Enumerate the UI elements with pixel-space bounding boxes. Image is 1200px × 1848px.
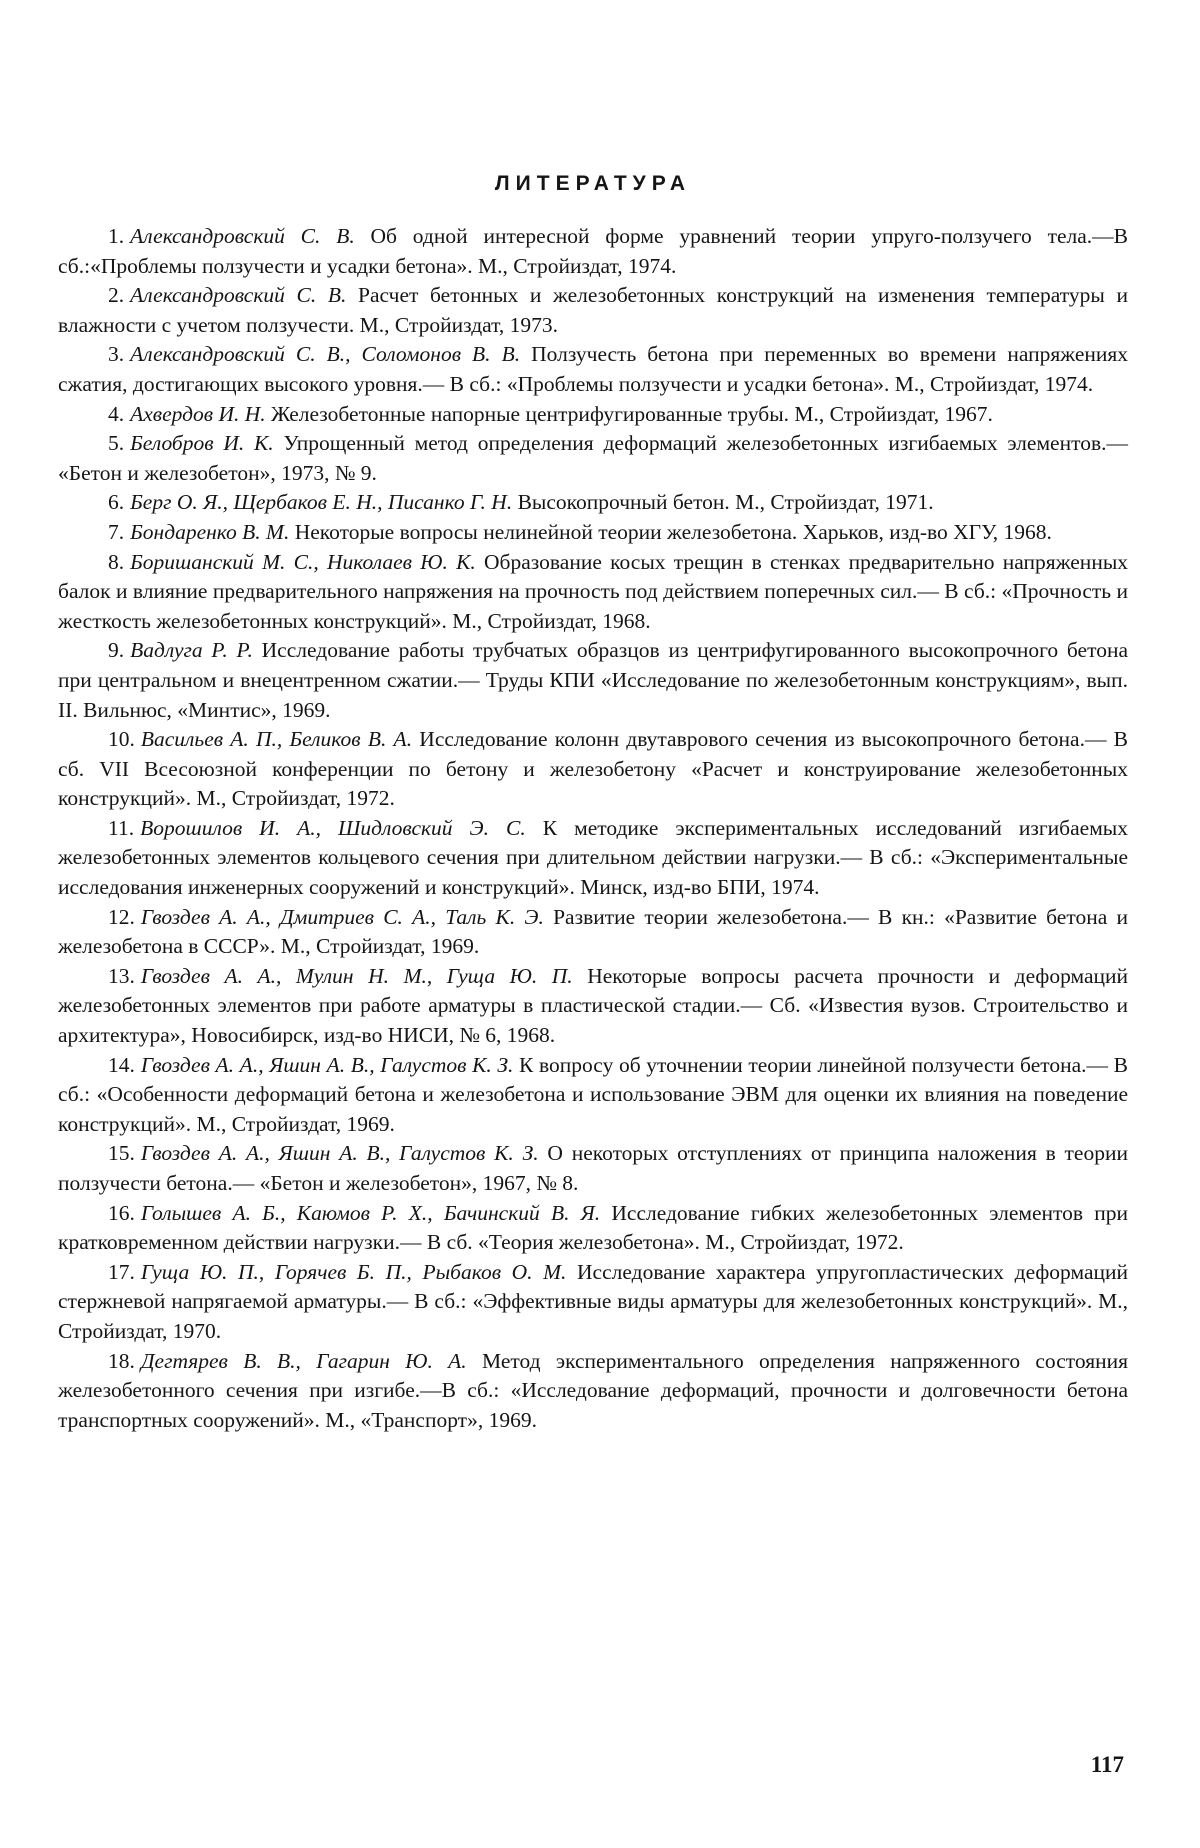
reference-text: Упрощенный метод определения деформаций железобетонных изгибаемых элементов.— «Бетон и железобетон», 1973, № 9.	[58, 431, 1128, 485]
reference-item	[58, 488, 1128, 518]
reference-authors: Александровский С. В.	[130, 224, 355, 248]
reference-number: 12.	[108, 904, 135, 929]
reference-item	[58, 1139, 1128, 1198]
reference-number: 9.	[108, 638, 125, 663]
reference-number: 1.	[108, 224, 125, 248]
reference-item	[58, 1199, 1128, 1258]
reference-text: К методике экспериментальных исследований изгибаемых железобетонных элементов кольцевого сечения при длительном действии нагрузки.— В сб.: «Экспериментальные исследования инженерных сооружений и конструкций». Минск, изд-во БПИ, 1974.	[58, 815, 1129, 900]
reference-number: 4.	[108, 401, 125, 426]
reference-text: Высокопрочный бетон. М., Стройиздат, 1971.	[517, 490, 934, 515]
reference-authors: Ворошилов И. А., Шидловский Э. С.	[140, 815, 526, 840]
reference-item	[58, 548, 1128, 637]
reference-item	[58, 1258, 1128, 1347]
reference-number: 2.	[108, 283, 125, 308]
reference-authors: Гвоздев А. А., Мулин Н. М., Гуща Ю. П.	[140, 963, 573, 988]
reference-text: Развитие теории железобетона.— В кн.: «Развитие бетона и железобетона в СССР». М., Стройиздат, 1969.	[58, 904, 1128, 959]
reference-authors: Вадлуга Р. Р.	[130, 638, 253, 663]
reference-authors: Берг О. Я., Щербаков Е. Н., Писанко Г. Н.	[130, 490, 513, 515]
reference-number: 17.	[108, 1259, 135, 1284]
reference-number: 8.	[108, 549, 125, 574]
reference-authors: Александровский С. В.	[130, 283, 347, 308]
reference-text: Исследование гибких железобетонных элементов при кратковременном действии нагрузки.— В сб. «Теория железобетона». М., Стройиздат, 1972.	[58, 1200, 1129, 1255]
reference-item	[58, 222, 1128, 281]
reference-item	[58, 281, 1128, 340]
reference-item	[58, 814, 1128, 903]
reference-item	[58, 903, 1128, 962]
reference-text: Железобетонные напорные центрифугированные трубы. М., Стройиздат, 1967.	[271, 401, 993, 426]
reference-text: Некоторые вопросы расчета прочности и деформаций железобетонных элементов при работе арматуры в пластической стадии.— Сб. «Известия вузов. Строительство и архитектура», Новосибирск, изд-во НИСИ, № 6, 1968.	[58, 963, 1129, 1048]
reference-text: Исследование колонн двутаврового сечения из высокопрочного бетона.— В сб. VII Всесоюзной конференции по бетону и железобетону «Расчет и конструирование железобетонных конструкций». М., Стройиздат, 1972.	[58, 727, 1129, 811]
reference-item	[58, 962, 1128, 1051]
reference-text: Образование косых трещин в стенках предварительно напряженных балок и влияние предварительного напряжения на прочность под действием поперечных сил.— В сб.: «Прочность и жесткость железобетонных конструкций». М., Стройиздат, 1968.	[58, 549, 1129, 633]
reference-number: 18.	[108, 1348, 135, 1373]
reference-number: 6.	[108, 490, 125, 515]
reference-item	[58, 725, 1128, 814]
page-number: 117	[1090, 1752, 1124, 1777]
reference-authors: Белобров И. К.	[130, 431, 274, 456]
reference-authors: Ахвердов И. Н.	[130, 401, 266, 426]
reference-item	[58, 1347, 1128, 1436]
book-page	[58, 0, 1128, 1848]
reference-text: О некоторых отступлениях от принципа наложения в теории ползучести бетона.— «Бетон и железобетон», 1967, № 8.	[58, 1141, 1128, 1195]
reference-number: 11.	[108, 815, 135, 840]
reference-authors: Гвоздев А. А., Яшин А. В., Галустов К. З.	[140, 1052, 514, 1077]
reference-authors: Голышев А. Б., Каюмов Р. Х., Бачинский В. Я.	[140, 1200, 601, 1225]
reference-item	[58, 400, 1128, 430]
reference-authors: Александровский С. В., Соломонов В. В.	[130, 342, 521, 367]
reference-number: 7.	[108, 519, 125, 544]
reference-number: 13.	[108, 963, 135, 988]
reference-number: 16.	[108, 1200, 135, 1225]
reference-number: 14.	[108, 1052, 135, 1077]
reference-list	[58, 222, 1128, 1435]
reference-text: Расчет бетонных и железобетонных конструкций на изменения температуры и влажности с учетом ползучести. М., Стройиздат, 1973.	[58, 283, 1128, 337]
reference-text: Ползучесть бетона при переменных во времени напряжениях сжатия, достигающих высокого уровня.— В сб.: «Проблемы ползучести и усадки бетона». М., Стройиздат, 1974.	[58, 342, 1129, 396]
reference-authors: Гвоздев А. А., Дмитриев С. А., Таль К. Э.	[140, 904, 544, 929]
reference-authors: Дегтярев В. В., Гагарин Ю. А.	[140, 1348, 467, 1373]
reference-authors: Гуща Ю. П., Горячев Б. П., Рыбаков О. М.	[140, 1259, 567, 1284]
reference-item	[58, 636, 1128, 725]
reference-item	[58, 340, 1128, 399]
reference-authors: Бондаренко В. М.	[130, 519, 290, 544]
reference-text: Некоторые вопросы нелинейной теории железобетона. Харьков, изд-во ХГУ, 1968.	[294, 519, 1052, 544]
reference-text: Об одной интересной форме уравнений теории упруго-ползучего тела.—В сб.:«Проблемы ползучести и усадки бетона». М., Стройиздат, 1974.	[58, 224, 1128, 278]
reference-number: 5.	[108, 431, 125, 456]
reference-number: 3.	[108, 342, 125, 367]
reference-number: 15.	[108, 1141, 135, 1166]
reference-authors: Васильев А. П., Беликов В. А.	[140, 727, 413, 752]
page-title: ЛИТЕРАТУРА	[494, 172, 692, 195]
reference-text: К вопросу об уточнении теории линейной ползучести бетона.— В сб.: «Особенности деформаций бетона и железобетона и использование ЭВМ для оценки их влияния на поведение конструкций». М., Стройиздат, 1969.	[58, 1052, 1128, 1136]
reference-item	[58, 1051, 1128, 1140]
reference-text: Метод экспериментального определения напряженного состояния железобетонного сечения при изгибе.—В сб.: «Исследование деформаций, прочности и долговечности бетона транспортных сооружений». М., «Транспорт», 1969.	[58, 1348, 1128, 1432]
reference-text: Исследование работы трубчатых образцов из центрифугированного высокопрочного бетона при центральном и внецентренном сжатии.— Труды КПИ «Исследование по железобетонным конструкциям», вып. II. Вильнюс, «Минтис», 1969.	[58, 638, 1129, 722]
reference-authors: Гвоздев А. А., Яшин А. В., Галустов К. З.	[140, 1141, 539, 1166]
reference-item	[58, 518, 1128, 548]
reference-number: 10.	[108, 727, 135, 752]
reference-text: Исследование характера упругопластических деформаций стержневой напрягаемой арматуры.— В сб.: «Эффективные виды арматуры для железобетонных конструкций». М., Стройиздат, 1970.	[58, 1259, 1129, 1343]
reference-authors: Боришанский М. С., Николаев Ю. К.	[130, 549, 476, 574]
reference-item	[58, 429, 1128, 488]
